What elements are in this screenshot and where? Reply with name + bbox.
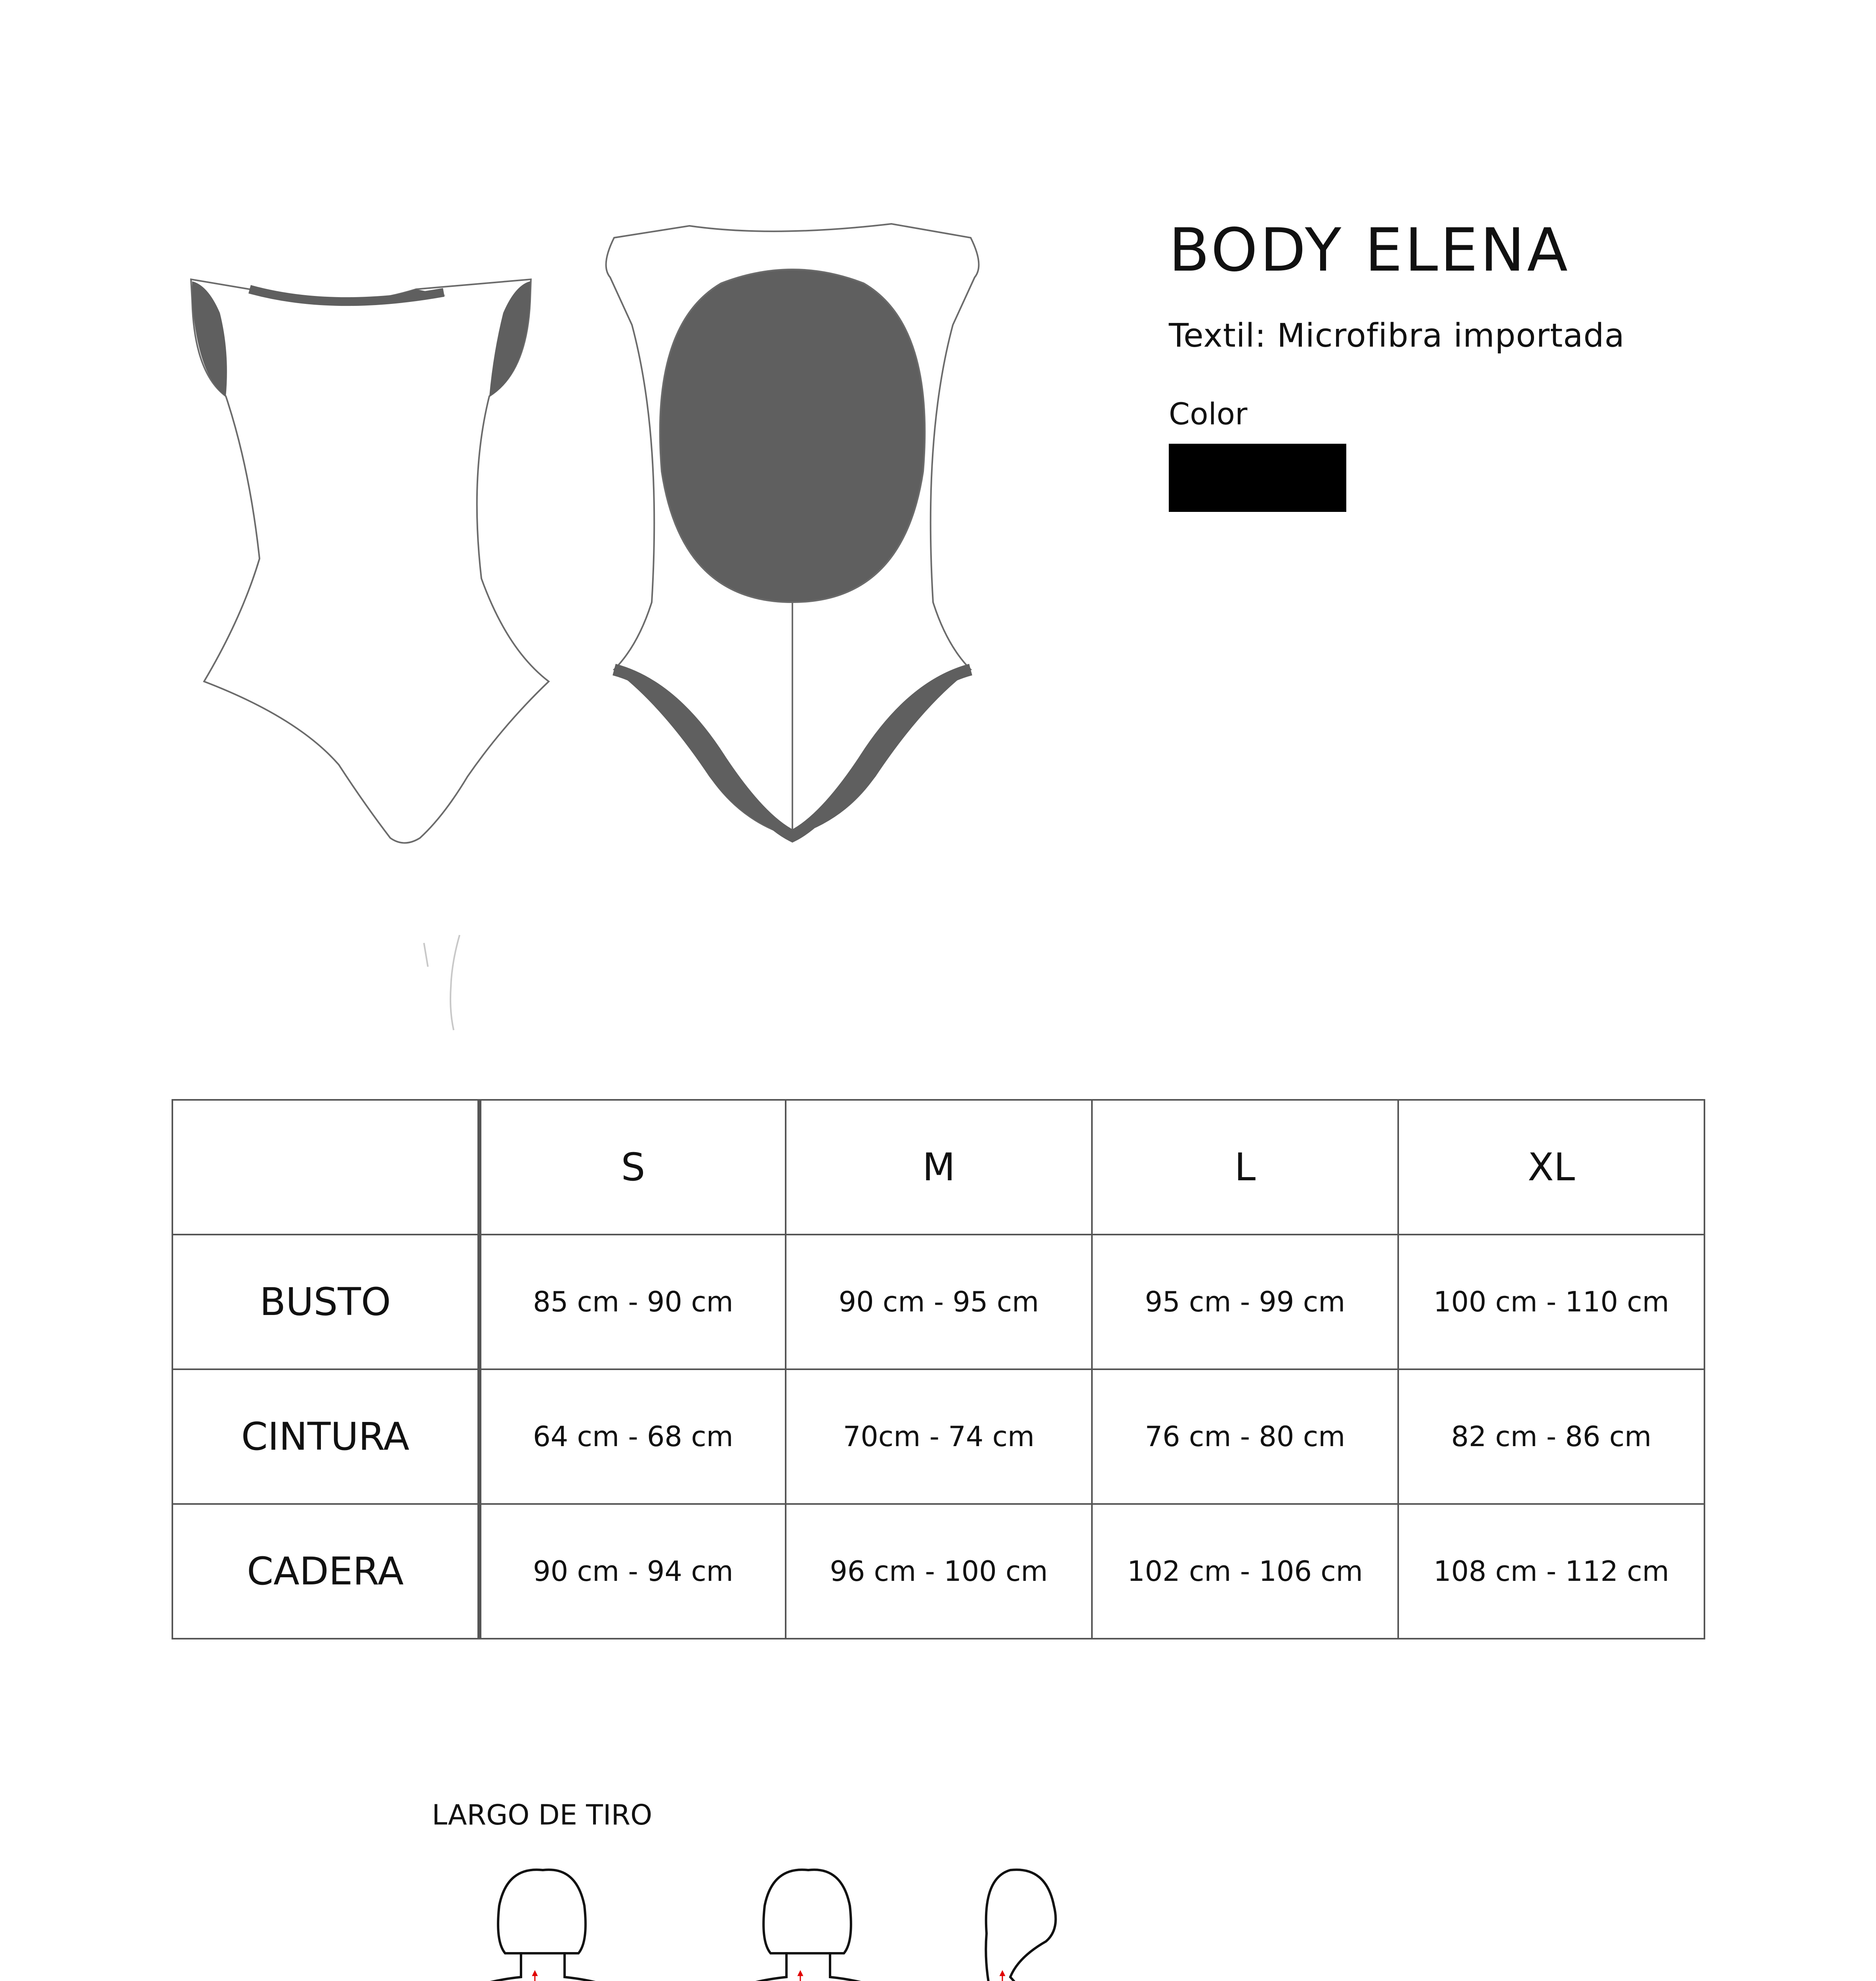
- largo-de-tiro-label: LARGO DE TIRO: [432, 1799, 653, 1831]
- figure-front-view: [712, 1870, 904, 1981]
- cell-cadera-xl: 108 cm - 112 cm: [1398, 1504, 1704, 1639]
- size-header-row: [172, 1100, 1704, 1235]
- cell-cintura-m: 70cm - 74 cm: [786, 1369, 1092, 1504]
- back-open-panel: [660, 269, 925, 602]
- row-label-busto: BUSTO: [172, 1235, 479, 1369]
- measurement-figures: [436, 1862, 1149, 1981]
- table-row-cadera: [172, 1504, 1704, 1639]
- size-table: [172, 1099, 1705, 1639]
- table-row-busto: [172, 1235, 1704, 1369]
- cell-busto-m: 90 cm - 95 cm: [786, 1235, 1092, 1369]
- bodysuit-back-sketch: [594, 214, 983, 848]
- color-swatch-black: [1169, 444, 1346, 512]
- cell-cintura-l: 76 cm - 80 cm: [1092, 1369, 1398, 1504]
- row-label-cadera: CADERA: [172, 1504, 479, 1639]
- cell-busto-s: 85 cm - 90 cm: [479, 1235, 786, 1369]
- color-label: Color: [1169, 396, 1248, 431]
- stray-sketch-marks: [420, 931, 468, 1042]
- size-header-xl: XL: [1398, 1100, 1704, 1235]
- cell-cadera-l: 102 cm - 106 cm: [1092, 1504, 1398, 1639]
- figure-side-view: [986, 1870, 1074, 1981]
- table-row-cintura: [172, 1369, 1704, 1504]
- cell-cadera-m: 96 cm - 100 cm: [786, 1504, 1092, 1639]
- cell-cintura-xl: 82 cm - 86 cm: [1398, 1369, 1704, 1504]
- size-header-l: L: [1092, 1100, 1398, 1235]
- row-label-cintura: CINTURA: [172, 1369, 479, 1504]
- cell-cintura-s: 64 cm - 68 cm: [479, 1369, 786, 1504]
- cell-cadera-s: 90 cm - 94 cm: [479, 1504, 786, 1639]
- figure-back-view: [447, 1870, 639, 1981]
- figure-back-arrows: [440, 1973, 1109, 1981]
- product-textile: Textil: Microfibra importada: [1169, 317, 1625, 355]
- bodysuit-front-sketch: [166, 222, 555, 856]
- size-header-m: M: [786, 1100, 1092, 1235]
- cell-busto-l: 95 cm - 99 cm: [1092, 1235, 1398, 1369]
- size-header-s: S: [479, 1100, 786, 1235]
- table-corner-cell: [172, 1100, 479, 1235]
- cell-busto-xl: 100 cm - 110 cm: [1398, 1235, 1704, 1369]
- product-title: BODY ELENA: [1169, 216, 1570, 285]
